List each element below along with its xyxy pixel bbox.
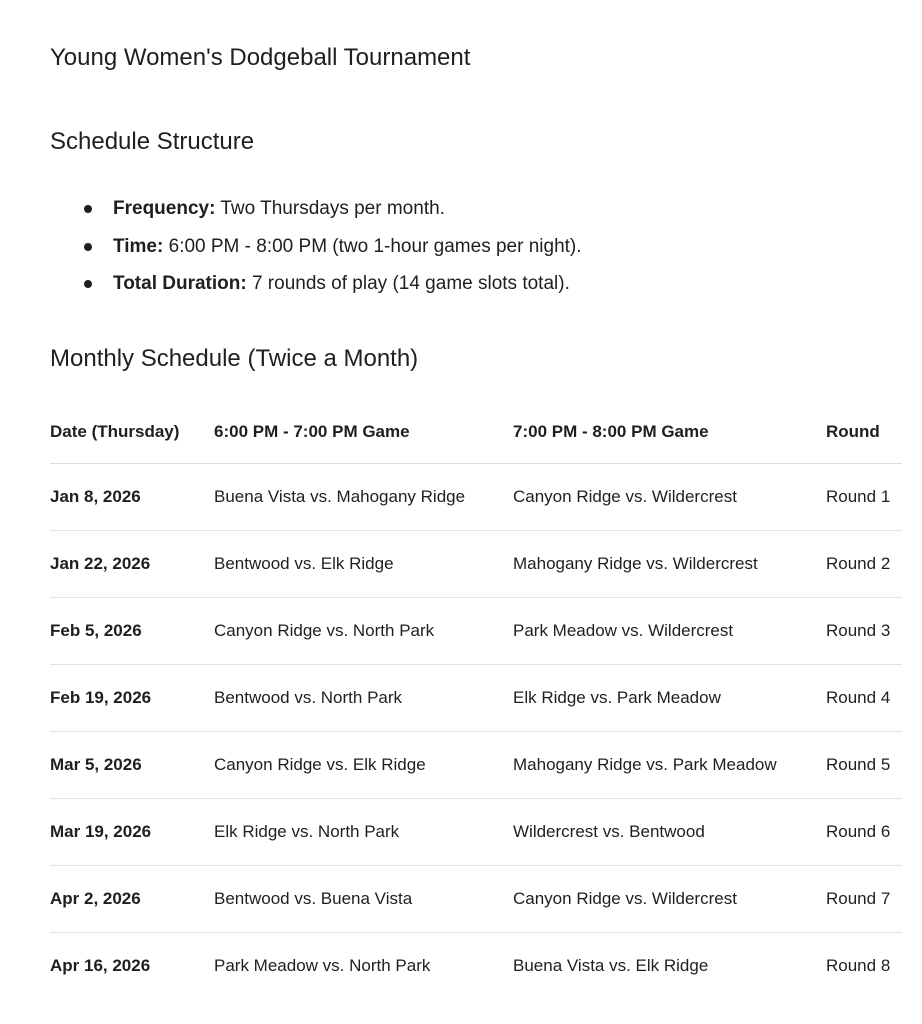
table-row — [50, 866, 902, 933]
round-cell: Round 1 — [826, 464, 902, 531]
date-cell: Apr 16, 2026 — [50, 956, 151, 975]
early-game-cell: Bentwood vs. Buena Vista — [214, 866, 513, 933]
early-game-cell: Bentwood vs. North Park — [214, 665, 513, 732]
late-game-cell: Wildercrest vs. Bentwood — [513, 799, 826, 866]
time-label: Time: — [113, 235, 164, 257]
late-game-cell: Canyon Ridge vs. Wildercrest — [513, 464, 826, 531]
table-row — [50, 799, 902, 866]
early-game-cell: Park Meadow vs. North Park — [214, 956, 431, 975]
round-cell: Round 4 — [826, 665, 902, 732]
bullet-dot-icon — [84, 243, 92, 251]
early-game-cell: Bentwood vs. Elk Ridge — [214, 531, 513, 598]
schedule-table — [50, 400, 902, 999]
total-duration-text: 7 rounds of play (14 game slots total). — [246, 273, 570, 294]
early-game-cell: Canyon Ridge vs. North Park — [214, 598, 513, 665]
late-game-cell: Buena Vista vs. Elk Ridge — [513, 956, 709, 975]
late-game-cell: Park Meadow vs. Wildercrest — [513, 598, 826, 665]
late-game-cell: Canyon Ridge vs. Wildercrest — [513, 866, 826, 933]
column-header-date: Date (Thursday) — [50, 400, 214, 464]
total-duration-label: Total Duration: — [113, 273, 247, 294]
round-cell: Round 8 — [826, 956, 891, 975]
table-header-row — [50, 400, 902, 464]
bullet-dot-icon — [84, 205, 92, 213]
monthly-schedule-heading: Monthly Schedule (Twice a Month) — [50, 345, 419, 372]
round-cell: Round 6 — [826, 799, 902, 866]
frequency-text: Two Thursdays per month. — [215, 198, 445, 219]
early-game-cell: Buena Vista vs. Mahogany Ridge — [214, 464, 513, 531]
date-cell: Feb 5, 2026 — [50, 598, 214, 665]
schedule-structure-list — [80, 190, 582, 303]
time-text: 6:00 PM - 8:00 PM (two 1-hour games per night). — [163, 235, 582, 257]
table-row — [50, 464, 902, 531]
column-header-round: Round — [826, 400, 902, 464]
late-game-cell: Mahogany Ridge vs. Wildercrest — [513, 531, 826, 598]
round-cell: Round 7 — [826, 866, 902, 933]
late-game-cell: Mahogany Ridge vs. Park Meadow — [513, 732, 826, 799]
column-header-early-game: 6:00 PM - 7:00 PM Game — [214, 400, 513, 464]
round-cell: Round 3 — [826, 598, 902, 665]
list-item-time — [80, 228, 582, 266]
table-row — [50, 732, 902, 799]
table-row — [50, 665, 902, 732]
table-row — [50, 598, 902, 665]
late-game-cell: Elk Ridge vs. Park Meadow — [513, 665, 826, 732]
list-item-frequency — [80, 190, 582, 228]
date-cell: Jan 8, 2026 — [50, 464, 214, 531]
bullet-dot-icon — [84, 280, 92, 288]
table-row — [50, 531, 902, 598]
early-game-cell: Elk Ridge vs. North Park — [214, 799, 513, 866]
date-cell: Apr 2, 2026 — [50, 866, 214, 933]
date-cell: Jan 22, 2026 — [50, 531, 214, 598]
table-row — [50, 933, 902, 1000]
schedule-structure-heading: Schedule Structure — [50, 128, 255, 155]
column-header-late-game: 7:00 PM - 8:00 PM Game — [513, 400, 826, 464]
list-item-total-duration — [80, 265, 582, 303]
round-cell: Round 5 — [826, 732, 902, 799]
round-cell: Round 2 — [826, 531, 902, 598]
date-cell: Mar 5, 2026 — [50, 732, 214, 799]
frequency-label: Frequency: — [113, 198, 216, 219]
date-cell: Mar 19, 2026 — [50, 799, 214, 866]
date-cell: Feb 19, 2026 — [50, 665, 214, 732]
page-title: Young Women's Dodgeball Tournament — [50, 44, 471, 71]
early-game-cell: Canyon Ridge vs. Elk Ridge — [214, 732, 513, 799]
